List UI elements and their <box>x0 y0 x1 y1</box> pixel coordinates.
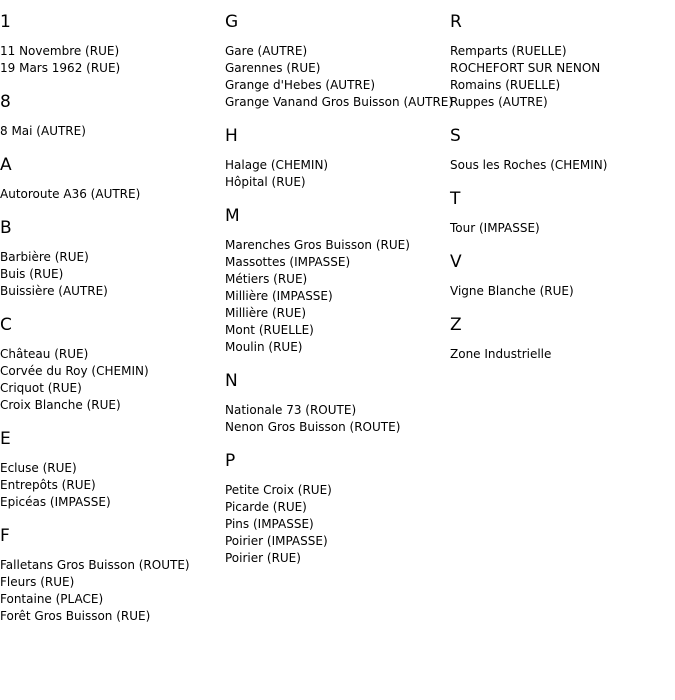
street-entry[interactable]: Garennes (RUE) <box>225 61 321 75</box>
section-letter-heading: T <box>450 189 461 209</box>
letter-section <box>0 427 222 511</box>
index-column-3 <box>450 10 672 376</box>
letter-section <box>0 216 222 300</box>
street-entry[interactable]: 8 Mai (AUTRE) <box>0 124 86 138</box>
section-letter-heading: P <box>225 451 236 471</box>
letter-section <box>450 250 672 300</box>
street-entry[interactable]: Hôpital (RUE) <box>225 175 306 189</box>
letter-section <box>450 10 672 111</box>
letter-section <box>225 10 454 111</box>
street-entry[interactable]: Poirier (RUE) <box>225 551 301 565</box>
section-letter-heading: S <box>450 126 461 146</box>
street-entry[interactable]: Forêt Gros Buisson (RUE) <box>0 609 151 623</box>
street-entry[interactable]: Marenches Gros Buisson (RUE) <box>225 238 410 252</box>
letter-section <box>0 524 222 625</box>
street-entry[interactable]: Halage (CHEMIN) <box>225 158 329 172</box>
letter-section <box>225 204 447 356</box>
street-entry[interactable]: Romains (RUELLE) <box>450 78 561 92</box>
street-entry[interactable]: Grange Vanand Gros Buisson (AUTRE) <box>225 95 454 109</box>
street-entry[interactable]: Autoroute A36 (AUTRE) <box>0 187 141 201</box>
street-entry[interactable]: Nationale 73 (ROUTE) <box>225 403 357 417</box>
letter-section <box>0 153 222 203</box>
section-letter-heading: V <box>450 252 462 272</box>
street-entry[interactable]: Ecluse (RUE) <box>0 461 77 475</box>
street-entry[interactable]: 11 Novembre (RUE) <box>0 44 120 58</box>
street-entry[interactable]: Nenon Gros Buisson (ROUTE) <box>225 420 401 434</box>
letter-section <box>225 449 447 567</box>
street-entry[interactable]: Millière (RUE) <box>225 306 307 320</box>
street-entry[interactable]: Criquot (RUE) <box>0 381 82 395</box>
street-entry[interactable]: Croix Blanche (RUE) <box>0 398 121 412</box>
section-letter-heading: G <box>225 12 239 32</box>
index-column-1 <box>0 10 222 638</box>
section-letter-heading: 8 <box>0 92 11 112</box>
street-entry[interactable]: Tour (IMPASSE) <box>450 221 540 235</box>
street-entry[interactable]: Petite Croix (RUE) <box>225 483 332 497</box>
street-entry[interactable]: Remparts (RUELLE) <box>450 44 567 58</box>
letter-section <box>450 124 672 174</box>
street-entry[interactable]: ROCHEFORT SUR NENON <box>450 61 601 75</box>
index-column-2 <box>225 10 454 580</box>
street-entry[interactable]: Mont (RUELLE) <box>225 323 314 337</box>
street-entry[interactable]: Entrepôts (RUE) <box>0 478 96 492</box>
street-entry[interactable]: Massottes (IMPASSE) <box>225 255 351 269</box>
street-entry[interactable]: Millière (IMPASSE) <box>225 289 333 303</box>
section-letter-heading: M <box>225 206 240 226</box>
letter-section <box>0 90 222 140</box>
letter-section <box>225 369 447 436</box>
letter-section <box>225 124 447 191</box>
section-letter-heading: C <box>0 315 12 335</box>
section-letter-heading: N <box>225 371 238 391</box>
section-letter-heading: R <box>450 12 462 32</box>
street-entry[interactable]: Poirier (IMPASSE) <box>225 534 328 548</box>
street-entry[interactable]: Buis (RUE) <box>0 267 64 281</box>
letter-section <box>450 313 672 363</box>
street-entry[interactable]: Buissière (AUTRE) <box>0 284 108 298</box>
street-entry[interactable]: Grange d'Hebes (AUTRE) <box>225 78 375 92</box>
section-letter-heading: H <box>225 126 238 146</box>
section-letter-heading: B <box>0 218 12 238</box>
street-entry[interactable]: Corvée du Roy (CHEMIN) <box>0 364 149 378</box>
street-entry[interactable]: Fontaine (PLACE) <box>0 592 104 606</box>
street-entry[interactable]: Vigne Blanche (RUE) <box>450 284 574 298</box>
street-entry[interactable]: Zone Industrielle <box>450 347 552 361</box>
letter-section <box>0 313 222 414</box>
section-letter-heading: 1 <box>0 12 11 32</box>
street-entry[interactable]: Picarde (RUE) <box>225 500 307 514</box>
street-entry[interactable]: Fleurs (RUE) <box>0 575 75 589</box>
street-entry[interactable]: Falletans Gros Buisson (ROUTE) <box>0 558 190 572</box>
street-entry[interactable]: Pins (IMPASSE) <box>225 517 314 531</box>
section-letter-heading: F <box>0 526 10 546</box>
street-entry[interactable]: Moulin (RUE) <box>225 340 303 354</box>
street-entry[interactable]: Sous les Roches (CHEMIN) <box>450 158 608 172</box>
section-letter-heading: E <box>0 429 11 449</box>
street-entry[interactable]: Gare (AUTRE) <box>225 44 308 58</box>
street-entry[interactable]: Ruppes (AUTRE) <box>450 95 548 109</box>
street-entry[interactable]: 19 Mars 1962 (RUE) <box>0 61 121 75</box>
section-letter-heading: A <box>0 155 12 175</box>
letter-section <box>450 187 672 237</box>
section-letter-heading: Z <box>450 315 462 335</box>
street-entry[interactable]: Métiers (RUE) <box>225 272 308 286</box>
street-entry[interactable]: Barbière (RUE) <box>0 250 89 264</box>
street-entry[interactable]: Château (RUE) <box>0 347 89 361</box>
street-entry[interactable]: Epicéas (IMPASSE) <box>0 495 111 509</box>
letter-section <box>0 10 222 77</box>
